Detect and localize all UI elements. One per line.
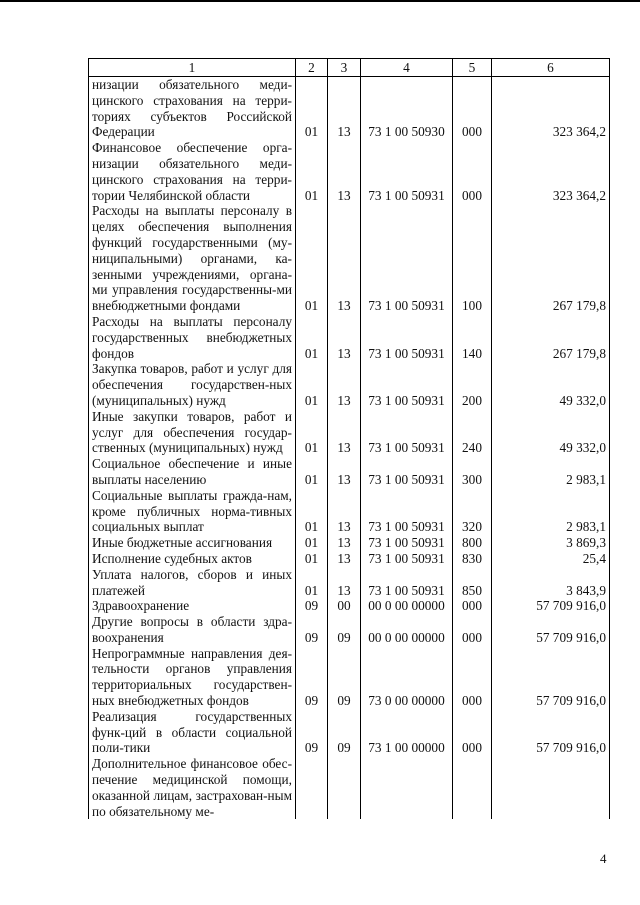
target-article-code: 00 0 00 00000 [361,614,453,646]
amount: 3 869,3 [492,535,610,551]
target-article-code: 73 1 00 50931 [361,456,453,488]
amount: 25,4 [492,551,610,567]
target-article-code: 73 1 00 50931 [361,409,453,456]
row-description: Иные бюджетные ассигнования [89,535,296,551]
subsection-code: 13 [328,535,361,551]
target-article-code: 73 1 00 50931 [361,567,453,599]
budget-table [88,58,610,819]
expense-type-code: 000 [453,77,492,141]
table-row [89,77,610,141]
section-code: 09 [296,646,328,709]
expense-type-code: 240 [453,409,492,456]
row-description: Расходы на выплаты персоналу в целях обеспечения выполнения функций государственными (му-ниципальными) органами, ка-зенными учреждениями, органа-ми управления государственны-ми внебюджетными фондами [89,203,296,314]
table-row [89,456,610,488]
section-code: 01 [296,456,328,488]
subsection-code: 13 [328,203,361,314]
expense-type-code: 100 [453,203,492,314]
amount: 3 843,9 [492,567,610,599]
amount: 57 709 916,0 [492,709,610,756]
section-code: 01 [296,535,328,551]
table-row [89,598,610,614]
column-header: 1 [89,59,296,77]
column-header: 5 [453,59,492,77]
target-article-code: 00 0 00 00000 [361,598,453,614]
section-code: 01 [296,551,328,567]
expense-type-code: 000 [453,140,492,203]
section-code: 01 [296,409,328,456]
top-border-line [0,0,640,2]
table-header-row [89,59,610,77]
table-row [89,409,610,456]
expense-type-code: 850 [453,567,492,599]
target-article-code: 73 0 00 00000 [361,646,453,709]
section-code: 09 [296,614,328,646]
subsection-code: 13 [328,567,361,599]
subsection-code: 13 [328,456,361,488]
table-row [89,614,610,646]
row-description: Социальное обеспечение и иные выплаты населению [89,456,296,488]
subsection-code: 13 [328,77,361,141]
subsection-code: 13 [328,361,361,408]
section-code: 01 [296,203,328,314]
column-header: 4 [361,59,453,77]
section-code: 01 [296,567,328,599]
row-description: Расходы на выплаты персоналу государственных внебюджетных фондов [89,314,296,361]
subsection-code: 13 [328,409,361,456]
row-description: Другие вопросы в области здра-воохранения [89,614,296,646]
row-description: Иные закупки товаров, работ и услуг для обеспечения государ-ственных (муниципальных) нужд [89,409,296,456]
table-row [89,140,610,203]
table-row [89,203,610,314]
section-code: 01 [296,488,328,535]
amount: 2 983,1 [492,488,610,535]
target-article-code [361,756,453,819]
amount [492,756,610,819]
amount: 57 709 916,0 [492,614,610,646]
amount: 49 332,0 [492,361,610,408]
row-description: Дополнительное финансовое обес-печение медицинской помощи, оказанной лицам, застрахован-ным по обязательному ме- [89,756,296,819]
table-row [89,567,610,599]
amount: 57 709 916,0 [492,598,610,614]
row-description: Закупка товаров, работ и услуг для обеспечения государствен-ных (муниципальных) нужд [89,361,296,408]
expense-type-code: 000 [453,614,492,646]
expense-type-code: 800 [453,535,492,551]
row-description: Непрограммные направления дея-тельности органов управления территориальных государствен-ных внебюджетных фондов [89,646,296,709]
expense-type-code: 200 [453,361,492,408]
expense-type-code: 000 [453,709,492,756]
subsection-code: 13 [328,551,361,567]
section-code: 09 [296,709,328,756]
table-row [89,551,610,567]
target-article-code: 73 1 00 50931 [361,551,453,567]
table-row [89,314,610,361]
expense-type-code: 320 [453,488,492,535]
target-article-code: 73 1 00 50931 [361,314,453,361]
amount: 57 709 916,0 [492,646,610,709]
target-article-code: 73 1 00 00000 [361,709,453,756]
subsection-code: 00 [328,598,361,614]
column-header: 6 [492,59,610,77]
expense-type-code: 000 [453,598,492,614]
table-row [89,488,610,535]
section-code: 01 [296,140,328,203]
subsection-code: 13 [328,140,361,203]
column-header: 2 [296,59,328,77]
subsection-code: 09 [328,614,361,646]
target-article-code: 73 1 00 50930 [361,77,453,141]
target-article-code: 73 1 00 50931 [361,535,453,551]
row-description: Исполнение судебных актов [89,551,296,567]
row-description: низации обязательного меди-цинского страхования на терри-ториях субъектов Российской Федерации [89,77,296,141]
amount: 2 983,1 [492,456,610,488]
amount: 267 179,8 [492,314,610,361]
table-row [89,646,610,709]
expense-type-code [453,756,492,819]
amount: 323 364,2 [492,77,610,141]
row-description: Социальные выплаты гражда-нам, кроме публичных норма-тивных социальных выплат [89,488,296,535]
subsection-code [328,756,361,819]
subsection-code: 13 [328,488,361,535]
expense-type-code: 000 [453,646,492,709]
amount: 49 332,0 [492,409,610,456]
table-row [89,709,610,756]
table-body [89,77,610,820]
row-description: Здравоохранение [89,598,296,614]
column-header: 3 [328,59,361,77]
target-article-code: 73 1 00 50931 [361,361,453,408]
target-article-code: 73 1 00 50931 [361,203,453,314]
row-description: Финансовое обеспечение орга-низации обязательного меди-цинского страхования на терри-тории Челябинской области [89,140,296,203]
subsection-code: 09 [328,709,361,756]
table-row [89,756,610,819]
section-code: 01 [296,361,328,408]
row-description: Уплата налогов, сборов и иных платежей [89,567,296,599]
table-row [89,361,610,408]
subsection-code: 09 [328,646,361,709]
section-code: 01 [296,314,328,361]
section-code: 09 [296,598,328,614]
table-row [89,535,610,551]
target-article-code: 73 1 00 50931 [361,140,453,203]
expense-type-code: 300 [453,456,492,488]
section-code [296,756,328,819]
subsection-code: 13 [328,314,361,361]
row-description: Реализация государственных функ-ций в области социальной поли-тики [89,709,296,756]
page-number: 4 [600,851,607,866]
expense-type-code: 140 [453,314,492,361]
expense-type-code: 830 [453,551,492,567]
target-article-code: 73 1 00 50931 [361,488,453,535]
amount: 267 179,8 [492,203,610,314]
section-code: 01 [296,77,328,141]
amount: 323 364,2 [492,140,610,203]
